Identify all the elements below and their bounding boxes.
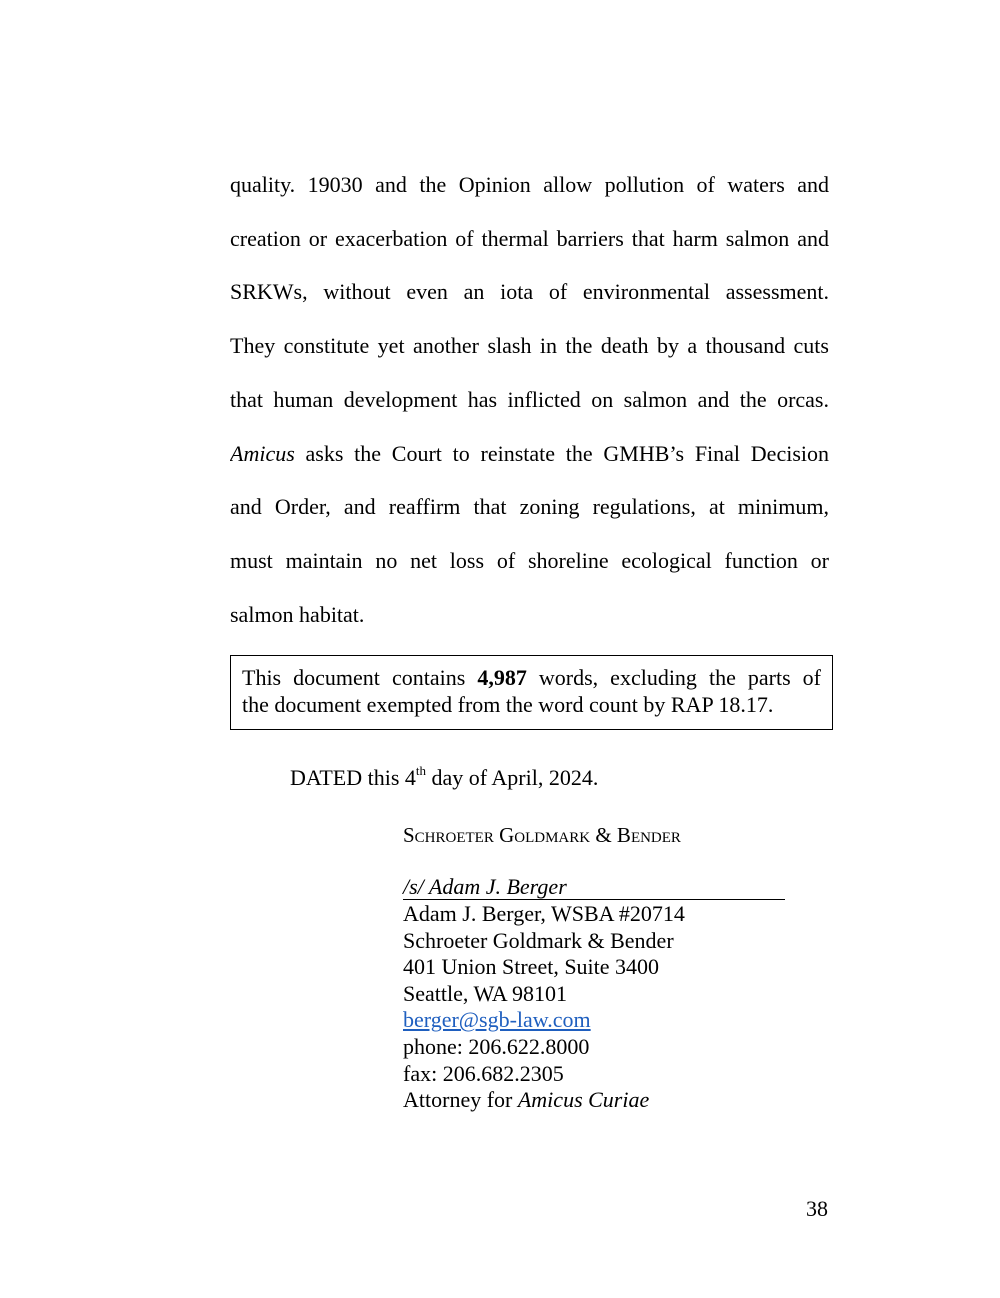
- paragraph-line: and Order, and reaffirm that zoning regulations, at minimum,: [230, 494, 829, 520]
- amicus-curiae-italic: Amicus Curiae: [517, 1087, 650, 1113]
- attorney-role: Attorney for Amicus Curiae: [403, 1087, 650, 1113]
- word-count-number: 4,987: [477, 665, 527, 690]
- closing-paragraph: [230, 158, 829, 641]
- page-number: 38: [806, 1196, 828, 1221]
- paragraph-line: salmon habitat.: [230, 601, 365, 627]
- attorney-name: Adam J. Berger, WSBA #20714: [403, 901, 685, 926]
- fax: fax: 206.682.2305: [403, 1060, 564, 1086]
- word-count-line: This document contains 4,987 words, excluding the parts of: [242, 665, 822, 690]
- dated-line: DATED this 4th day of April, 2024.: [290, 762, 599, 790]
- firm-heading: Schroeter Goldmark & Bender: [403, 823, 681, 847]
- address-street: 401 Union Street, Suite 3400: [403, 954, 660, 980]
- paragraph-line: that human development has inflicted on salmon and the orcas.: [230, 386, 829, 412]
- email-row: [403, 1007, 785, 1034]
- phone: phone: 206.622.8000: [403, 1033, 590, 1059]
- firm-name: Schroeter Goldmark & Bender: [403, 927, 674, 953]
- paragraph-line: Amicus asks the Court to reinstate the GMHB’s Final Decision: [230, 440, 829, 466]
- signature-line: /s/ Adam J. Berger: [403, 874, 785, 900]
- signature-block: [403, 874, 785, 1114]
- paragraph-line: creation or exacerbation of thermal barriers that harm salmon and: [230, 225, 829, 251]
- word-count-certification: [230, 655, 833, 730]
- word-count-line: the document exempted from the word count by RAP 18.17.: [242, 692, 774, 717]
- paragraph-line: They constitute yet another slash in the death by a thousand cuts: [230, 333, 829, 359]
- amicus-italic: Amicus: [230, 440, 295, 466]
- paragraph-line: quality. 19030 and the Opinion allow pollution of waters and: [230, 172, 829, 197]
- ordinal-suffix: th: [415, 762, 427, 778]
- paragraph-line: SRKWs, without even an iota of environmental assessment.: [230, 279, 829, 305]
- email-link[interactable]: berger@sgb-law.com: [403, 1007, 591, 1033]
- address-city: Seattle, WA 98101: [403, 980, 567, 1006]
- paragraph-line: must maintain no net loss of shoreline ecological function or: [230, 547, 829, 573]
